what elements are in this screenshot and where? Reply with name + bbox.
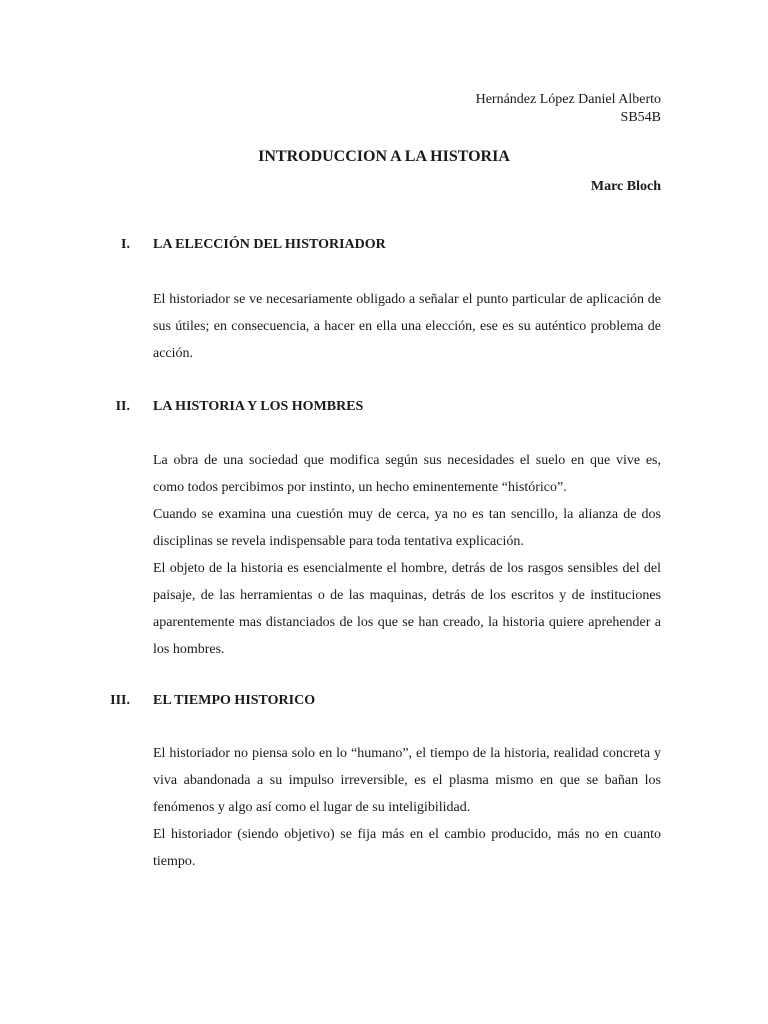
section-body-1 (153, 286, 661, 367)
section-numeral: III. (110, 693, 130, 708)
book-author: Marc Bloch (590, 179, 661, 194)
paragraph: La obra de una sociedad que modifica según sus necesidades el suelo en que vive es, como todos percibimos por instinto, un hecho eminentemente “histórico”. (153, 453, 661, 495)
paragraph: El objeto de la historia es esencialmente el hombre, detrás de los rasgos sensibles del del paisaje, de las herramientas o de las maquinas, detrás de los escritos y de instituciones aparentemente mas distanciados de los que se han creado, la historia quiere aprehender a los hombres. (153, 561, 661, 657)
section-numeral: I. (121, 237, 130, 252)
section-body-3 (153, 740, 661, 875)
paragraph: El historiador se ve necesariamente obligado a señalar el punto particular de aplicación de sus útiles; en consecuencia, a hacer en ella una elección, ese es su auténtico problema de acción. (153, 292, 661, 361)
paragraph: Cuando se examina una cuestión muy de cerca, ya no es tan sencillo, la alianza de dos disciplinas se revela indispensable para toda tentativa explicación. (153, 507, 661, 549)
section-heading-text: LA HISTORIA Y LOS HOMBRES (153, 399, 364, 414)
paragraph: El historiador (siendo objetivo) se fija más en el cambio producido, más no en cuanto tiempo. (153, 827, 661, 869)
section-numeral: II. (115, 399, 130, 414)
paragraph: El historiador no piensa solo en lo “humano”, el tiempo de la historia, realidad concreta y viva abandonada a su impulso irreversible, es el plasma mismo en que se bañan los fenómenos y algo así como el lugar de su inteligibilidad. (153, 746, 661, 815)
section-body-2 (153, 447, 661, 663)
section-heading-text: LA ELECCIÓN DEL HISTORIADOR (153, 237, 386, 252)
document-title: INTRODUCCION A LA HISTORIA (258, 148, 510, 165)
author-block (476, 91, 661, 127)
section-heading-text: EL TIEMPO HISTORICO (153, 693, 316, 708)
group-code: SB54B (620, 110, 661, 125)
student-name: Hernández López Daniel Alberto (475, 92, 661, 107)
